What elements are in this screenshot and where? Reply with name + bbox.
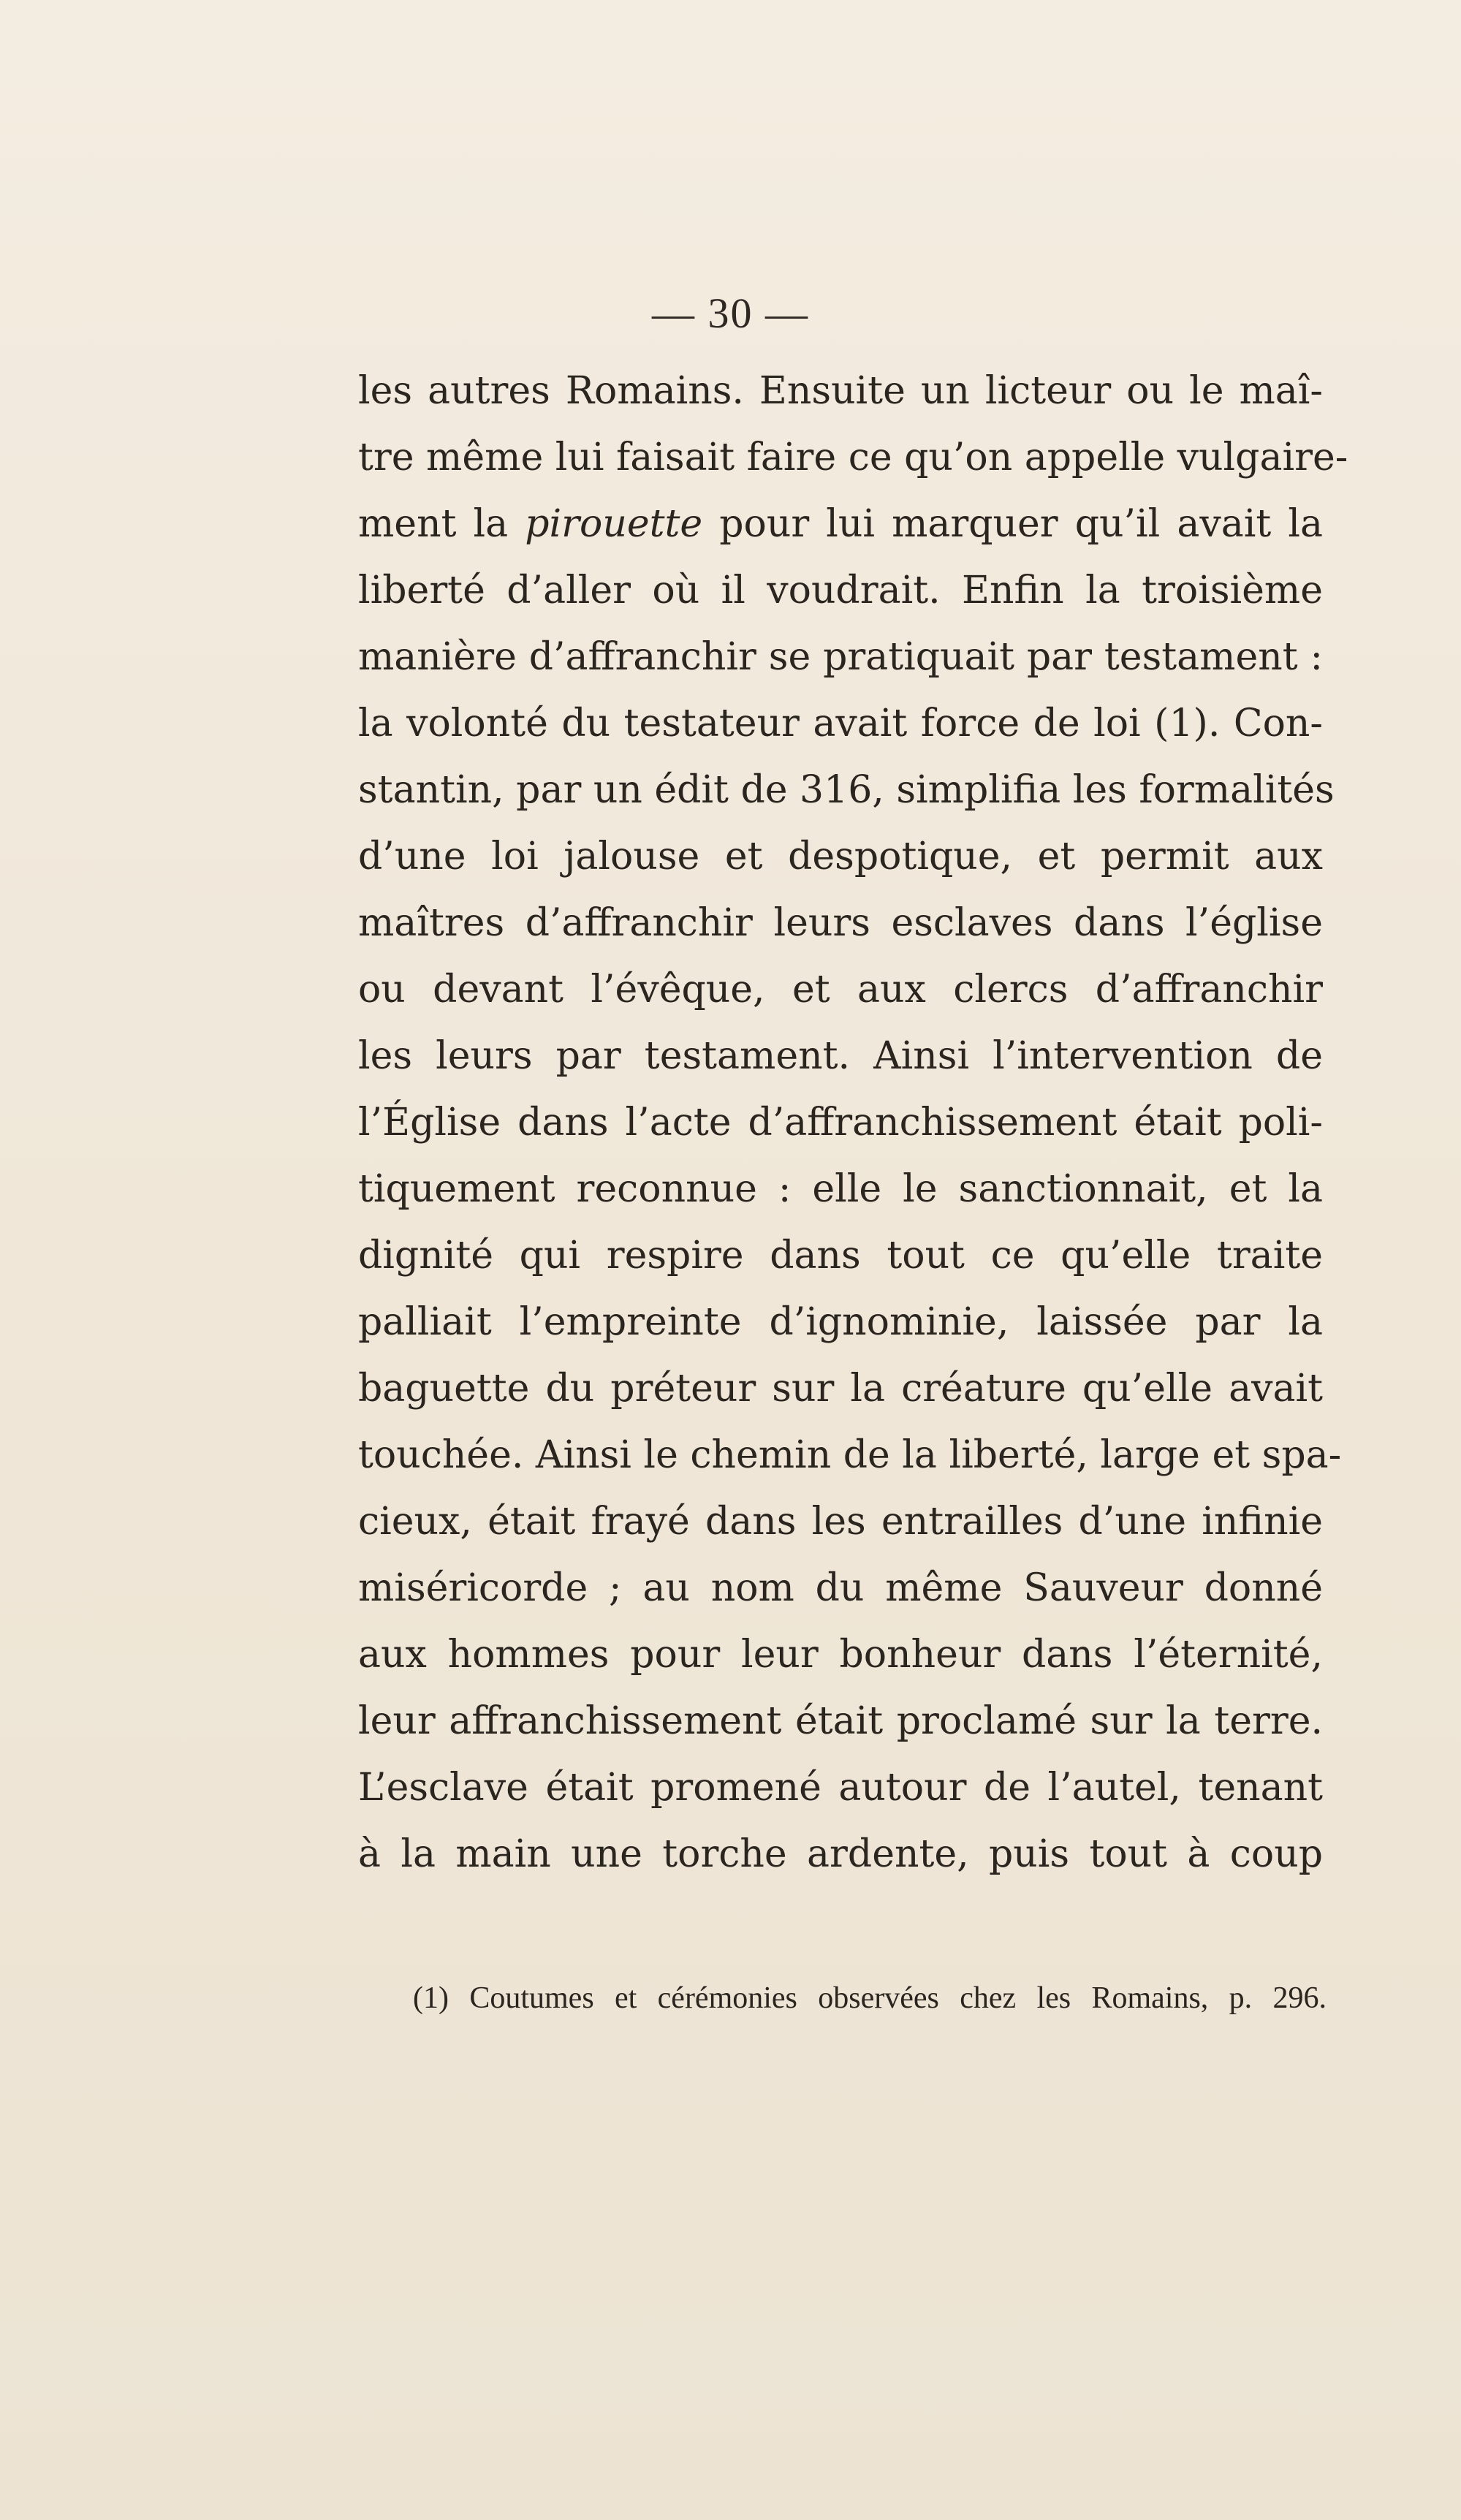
page-number: — 30 —: [652, 289, 809, 337]
text-line: les autres Romains. Ensuite un licteur ou le maî-: [358, 369, 1323, 413]
text-line: L’esclave était promené autour de l’autel, tenant: [358, 1766, 1323, 1810]
italic-word: pirouette: [525, 502, 703, 546]
text-line: ment la pirouette pour lui marquer qu’il avait la: [358, 502, 1323, 546]
footnote: (1) Coutumes et cérémonies observées chez les Romains, p. 296.: [413, 1981, 1327, 2015]
text-line: maîtres d’affranchir leurs esclaves dans l’église: [358, 901, 1323, 945]
text-line: cieux, était frayé dans les entrailles d’une infinie: [358, 1500, 1323, 1544]
text-line: aux hommes pour leur bonheur dans l’éternité,: [358, 1633, 1323, 1677]
text-line: miséricorde ; au nom du même Sauveur donné: [358, 1566, 1323, 1610]
text-line: baguette du préteur sur la créature qu’elle avait: [358, 1367, 1323, 1411]
text-line: l’Église dans l’acte d’affranchissement était poli-: [358, 1101, 1323, 1145]
text-line: les leurs par testament. Ainsi l’intervention de: [358, 1034, 1323, 1078]
text-line: la volonté du testateur avait force de loi (1). Con-: [358, 702, 1323, 745]
text-line: liberté d’aller où il voudrait. Enfin la troisième: [358, 569, 1323, 612]
text-line: tiquement reconnue : elle le sanctionnait, et la: [358, 1167, 1323, 1211]
body-text: [358, 358, 1348, 1888]
text-line: touchée. Ainsi le chemin de la liberté, large et spa-: [358, 1433, 1342, 1477]
text-line: stantin, par un édit de 316, simplifia les formalités: [358, 768, 1335, 812]
text-line: d’une loi jalouse et despotique, et permit aux: [358, 835, 1323, 878]
text-line: manière d’affranchir se pratiquait par testament :: [358, 635, 1323, 679]
text-line: tre même lui faisait faire ce qu’on appelle vulgaire-: [358, 436, 1348, 479]
text-line: dignité qui respire dans tout ce qu’elle traite: [358, 1234, 1323, 1278]
text-line: leur affranchissement était proclamé sur la terre.: [358, 1699, 1323, 1743]
text-line: à la main une torche ardente, puis tout à coup: [358, 1832, 1323, 1876]
text-line: palliait l’empreinte d’ignominie, laissée par la: [358, 1300, 1323, 1344]
text-line: ou devant l’évêque, et aux clercs d’affranchir: [358, 968, 1323, 1012]
